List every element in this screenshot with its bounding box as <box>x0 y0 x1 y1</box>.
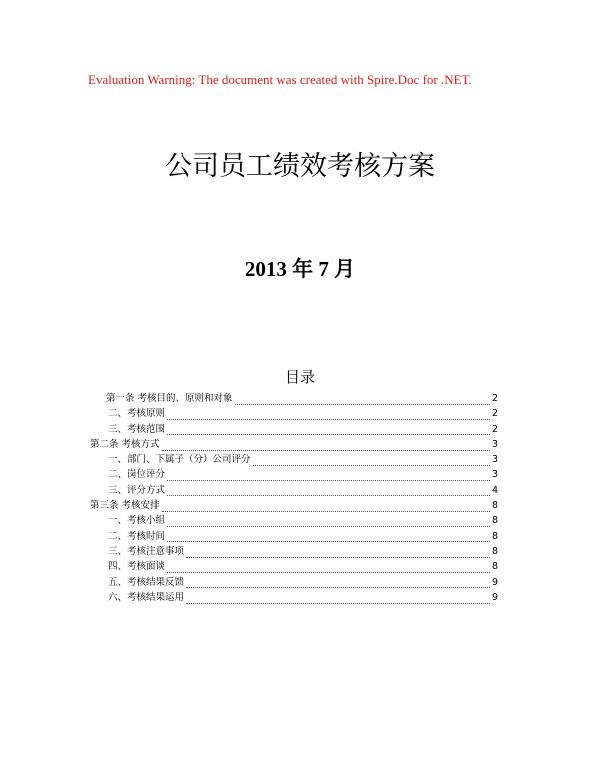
toc-entry-label: 二、考核原则 <box>108 408 166 420</box>
toc-leader-dots <box>253 456 490 466</box>
toc-entry-page: 9 <box>491 576 498 588</box>
toc-entry-label: 三、评分方式 <box>108 484 166 496</box>
toc-entry-page: 8 <box>491 530 498 542</box>
toc-entry[interactable] <box>90 590 498 605</box>
toc-entry-page: 8 <box>491 545 498 557</box>
toc-entry[interactable] <box>90 467 498 482</box>
toc-entry-page: 8 <box>491 500 498 512</box>
toc-leader-dots <box>167 471 490 481</box>
toc-entry[interactable] <box>90 529 498 544</box>
toc-entry-page: 4 <box>491 484 498 496</box>
toc-entry[interactable] <box>90 544 498 559</box>
toc-entry-label: 一、考核小组 <box>108 515 166 527</box>
toc-leader-dots <box>167 517 490 527</box>
toc-entry-label: 五、考核结果反馈 <box>108 576 185 588</box>
toc-entry[interactable] <box>90 391 498 406</box>
toc-entry-label: 二、考核时间 <box>108 530 166 542</box>
toc-leader-dots <box>167 532 490 542</box>
toc-entry-label: 第三条 考核安排 <box>90 500 160 512</box>
toc-entry[interactable] <box>90 422 498 437</box>
document-date: 2013 年 7 月 <box>244 257 356 281</box>
document-title: 公司员工绩效考核方案 <box>165 151 435 182</box>
toc-entry-label: 三、考核范围 <box>108 423 166 435</box>
toc-entry-label: 一、部门、下属子（分）公司评分 <box>108 454 251 466</box>
toc-entry[interactable] <box>90 483 498 498</box>
toc-leader-dots <box>162 441 490 451</box>
toc-leader-dots <box>186 578 490 588</box>
toc-leader-dots <box>186 548 490 558</box>
toc-leader-dots <box>167 486 490 496</box>
toc-leader-dots <box>167 563 490 573</box>
toc-entry[interactable] <box>90 498 498 513</box>
toc-entry-page: 8 <box>491 515 498 527</box>
toc-leader-dots <box>186 594 490 604</box>
toc-entry[interactable] <box>90 452 498 467</box>
toc-entry[interactable] <box>90 437 498 452</box>
toc-entry-page: 2 <box>491 408 498 420</box>
toc-entry-page: 8 <box>491 561 498 573</box>
toc-entry-page: 3 <box>491 438 498 450</box>
toc-leader-dots <box>167 425 490 435</box>
toc-entry-label: 二、岗位评分 <box>108 469 166 481</box>
toc-leader-dots <box>235 395 490 405</box>
toc-entry[interactable] <box>90 575 498 590</box>
toc-entry-label: 三、考核注意事项 <box>108 545 185 557</box>
toc-entry-page: 2 <box>491 393 498 404</box>
toc-entry[interactable] <box>90 406 498 421</box>
table-of-contents <box>90 391 498 605</box>
toc-entry-page: 2 <box>491 423 498 435</box>
toc-entry-page: 9 <box>491 591 498 603</box>
toc-leader-dots <box>167 410 490 420</box>
toc-entry-page: 3 <box>491 469 498 481</box>
toc-entry-label: 四、考核面谈 <box>108 561 166 573</box>
toc-entry-label: 六、考核结果运用 <box>108 591 185 603</box>
toc-entry[interactable] <box>90 513 498 528</box>
toc-heading: 目录 <box>284 368 315 386</box>
toc-entry-label: 第一条 考核目的、原则和对象 <box>106 393 233 404</box>
toc-entry-label: 第二条 考核方式 <box>90 438 160 450</box>
toc-leader-dots <box>162 502 490 512</box>
toc-entry-page: 3 <box>491 454 498 466</box>
toc-entry[interactable] <box>90 559 498 574</box>
evaluation-warning: Evaluation Warning: The document was created with Spire.Doc for .NET. <box>88 72 472 87</box>
